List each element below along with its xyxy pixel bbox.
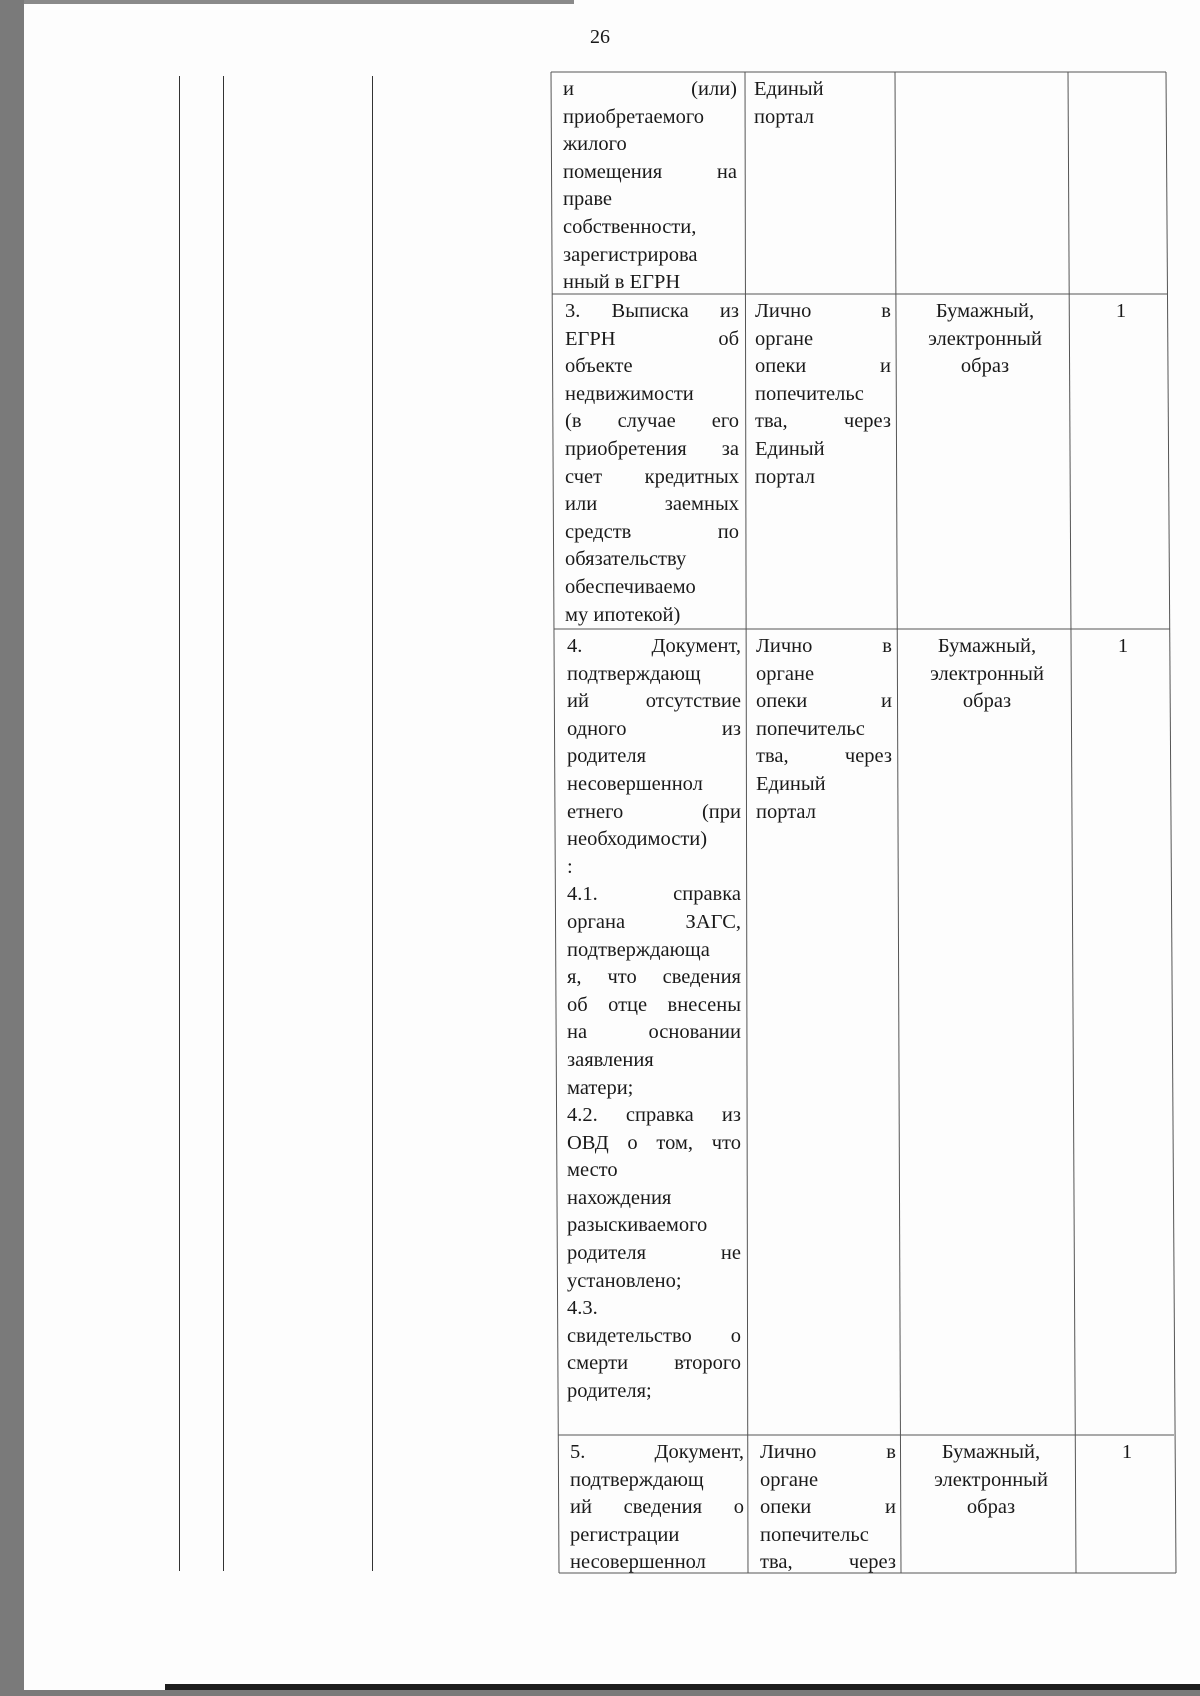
text-line: обеспечиваемо xyxy=(565,575,696,598)
text-line: счет кредитных xyxy=(565,465,739,488)
text-line: опеки и xyxy=(756,690,892,713)
text-line: приобретаемого xyxy=(563,105,704,128)
text-line: смерти второго xyxy=(567,1352,741,1375)
text-line: электронный xyxy=(928,327,1042,350)
text-line: органе xyxy=(755,327,814,350)
text-line: жилого xyxy=(563,133,627,156)
text-line: образ xyxy=(960,355,1010,378)
text-line: необходимости) xyxy=(567,828,708,851)
text-line: праве xyxy=(563,188,612,211)
text-line: 5. Документ, xyxy=(570,1441,744,1463)
text-line: опеки и xyxy=(760,1496,896,1519)
text-line: нный в ЕГРН xyxy=(563,271,681,294)
text-line: : xyxy=(567,855,573,878)
text-line: несовершеннол xyxy=(567,772,703,795)
text-line: образ xyxy=(962,690,1012,713)
text-line: 3. Выписка из xyxy=(565,300,739,322)
text-line: Единый xyxy=(755,437,825,460)
text-line: Единый xyxy=(756,772,826,795)
text-line: недвижимости xyxy=(565,382,694,405)
row-2-document xyxy=(559,631,749,1406)
text-line: 4.2. справка из xyxy=(567,1104,741,1127)
text-line: образ xyxy=(966,1496,1016,1519)
row-1-count xyxy=(1072,296,1170,326)
text-line: регистрации xyxy=(570,1523,680,1546)
text-line: органе xyxy=(756,662,815,685)
text-line: Единый xyxy=(754,78,824,100)
text-line: матери; xyxy=(567,1076,634,1099)
text-line: ий отсутствие xyxy=(567,690,741,713)
text-line: портал xyxy=(754,105,814,128)
text-line: объекте xyxy=(565,355,633,378)
text-line: обязательству xyxy=(565,548,687,571)
text-line: электронный xyxy=(930,662,1044,685)
text-line: средств по xyxy=(565,520,739,543)
text-line: зарегистрирова xyxy=(563,243,698,266)
text-line: му ипотекой) xyxy=(565,603,681,626)
text-line: я, что сведения xyxy=(567,966,741,989)
text-line: Бумажный, xyxy=(937,635,1037,657)
text-line: 1 xyxy=(1117,635,1129,657)
row-1-form xyxy=(898,296,1072,381)
text-line: опеки и xyxy=(755,355,891,378)
row-2-count xyxy=(1074,631,1172,661)
text-line: ЕГРН об xyxy=(565,327,739,350)
text-line: заявления xyxy=(567,1048,654,1071)
text-line: попечительс xyxy=(760,1523,869,1546)
text-line: Бумажный, xyxy=(935,300,1035,322)
text-line: етнего (при xyxy=(567,800,741,823)
text-line: собственности, xyxy=(563,215,697,238)
row-0-method xyxy=(746,74,896,131)
text-line: 4.1. справка xyxy=(567,883,741,906)
text-line: и (или) xyxy=(563,78,737,100)
text-line: место xyxy=(567,1159,618,1182)
text-line: органа ЗАГС, xyxy=(567,910,741,933)
text-line: попечительс xyxy=(755,382,864,405)
text-line: подтверждающ xyxy=(570,1468,704,1491)
text-line: портал xyxy=(755,465,815,488)
text-line: органе xyxy=(760,1468,819,1491)
text-line: подтверждающа xyxy=(567,938,710,961)
row-2-form xyxy=(900,631,1074,716)
text-line: нахождения xyxy=(567,1186,672,1209)
text-line: 1 xyxy=(1115,300,1127,322)
row-3-count xyxy=(1078,1437,1176,1467)
text-line: тва, через xyxy=(756,745,892,768)
text-line: Лично в xyxy=(756,635,892,657)
text-line: родителя не xyxy=(567,1242,741,1265)
text-line: 4. Документ, xyxy=(567,635,741,657)
row-1-method xyxy=(747,296,899,491)
text-line: родителя; xyxy=(567,1380,652,1403)
text-line: родителя xyxy=(567,745,647,768)
text-line: портал xyxy=(756,800,816,823)
text-line: Бумажный, xyxy=(941,1441,1041,1463)
text-line: электронный xyxy=(934,1468,1048,1491)
text-line: ОВД о том, что xyxy=(567,1131,741,1154)
row-1-document xyxy=(557,296,747,629)
text-line: ий сведения о xyxy=(570,1496,744,1519)
text-line: 4.3. xyxy=(567,1297,598,1320)
text-line: попечительс xyxy=(756,717,865,740)
row-2-method xyxy=(748,631,900,826)
text-line: Лично в xyxy=(760,1441,896,1463)
text-line: тва, через xyxy=(755,410,891,433)
text-line: Лично в xyxy=(755,300,891,322)
text-line: подтверждающ xyxy=(567,662,701,685)
text-line: (в случае его xyxy=(565,410,739,433)
text-line: об отце внесены xyxy=(567,993,741,1016)
text-line: свидетельство о xyxy=(567,1324,741,1347)
text-line: или заемных xyxy=(565,493,739,516)
text-line: установлено; xyxy=(567,1269,682,1292)
page-number: 26 xyxy=(590,26,610,48)
text-line: приобретения за xyxy=(565,437,739,460)
text-line: несовершеннол xyxy=(570,1551,706,1574)
row-3-method xyxy=(752,1437,904,1577)
text-line: на основании xyxy=(567,1021,741,1044)
text-line: помещения на xyxy=(563,160,737,183)
row-0-document xyxy=(555,74,745,297)
text-line: 1 xyxy=(1121,1441,1133,1463)
text-line: тва, через xyxy=(760,1551,896,1574)
row-3-document xyxy=(562,1437,752,1577)
text-line: разыскиваемого xyxy=(567,1214,708,1237)
text-line: одного из xyxy=(567,717,741,740)
row-3-form xyxy=(904,1437,1078,1522)
